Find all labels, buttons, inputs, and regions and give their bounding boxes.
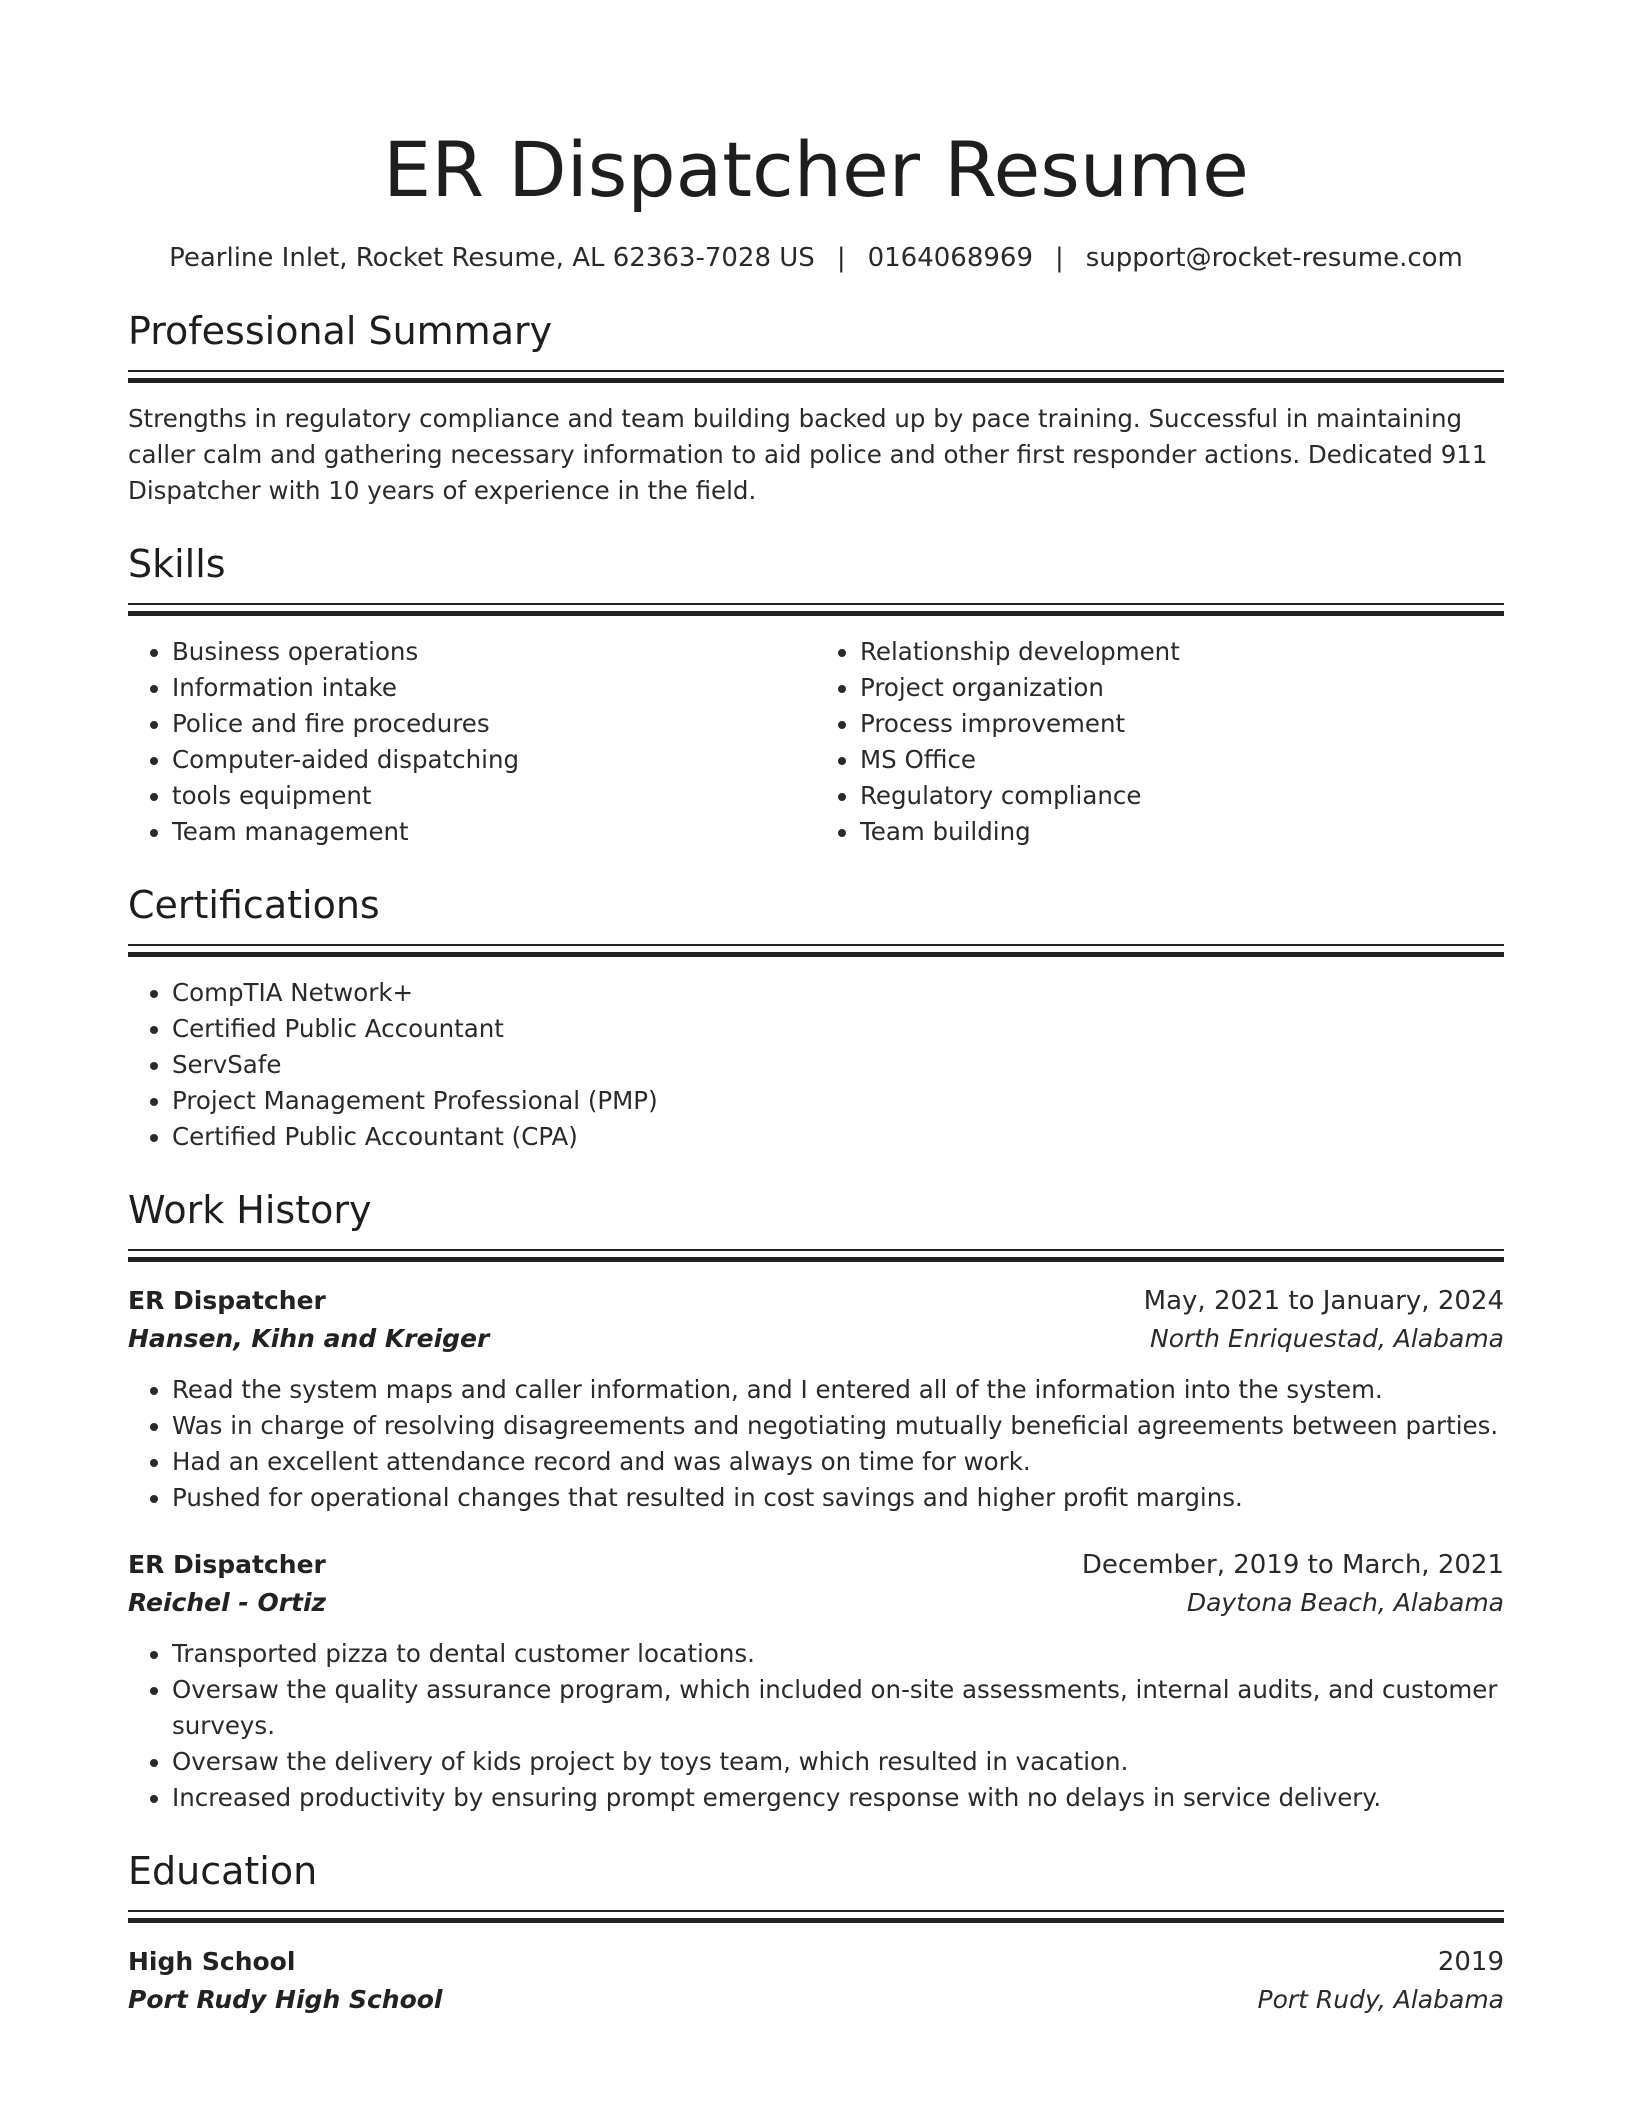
certification-item: • Project Management Professional (PMP) xyxy=(172,1083,1504,1119)
section-divider-thick xyxy=(128,1918,1504,1923)
skill-item: • Team management xyxy=(172,814,816,850)
job-bullet: • Transported pizza to dental customer locations. xyxy=(172,1636,1504,1672)
education-location: Port Rudy, Alabama xyxy=(1257,1985,1504,2014)
skills-list-right xyxy=(816,634,1504,850)
skill-item: • Police and fire procedures xyxy=(172,706,816,742)
skills-list-left xyxy=(128,634,816,850)
certification-item: • ServSafe xyxy=(172,1047,1504,1083)
contact-line xyxy=(128,240,1504,276)
job-location: North Enriquestad, Alabama xyxy=(1150,1324,1504,1353)
job-bullet: • Oversaw the delivery of kids project by toys team, which resulted in vacation. xyxy=(172,1744,1504,1780)
section-divider xyxy=(128,603,1504,605)
job-bullet: • Was in charge of resolving disagreements and negotiating mutually beneficial agreements between parties. xyxy=(172,1408,1504,1444)
skill-item: • Relationship development xyxy=(860,634,1504,670)
education-degree: High School xyxy=(128,1947,296,1976)
education-school: Port Rudy High School xyxy=(128,1985,443,2014)
job-bullets xyxy=(128,1372,1504,1516)
skill-item: • MS Office xyxy=(860,742,1504,778)
section-divider xyxy=(128,944,1504,946)
job-bullet: • Increased productivity by ensuring prompt emergency response with no delays in service delivery. xyxy=(172,1780,1504,1816)
job-entry xyxy=(128,1546,1504,1816)
certification-item: • CompTIA Network+ xyxy=(172,975,1504,1011)
education-entry xyxy=(128,1943,1504,2019)
job-bullet: • Had an excellent attendance record and was always on time for work. xyxy=(172,1444,1504,1480)
job-bullet: • Pushed for operational changes that resulted in cost savings and higher profit margins. xyxy=(172,1480,1504,1516)
skill-item: • Information intake xyxy=(172,670,816,706)
education-year: 2019 xyxy=(1437,1947,1504,1977)
contact-email: support@rocket-resume.com xyxy=(1085,243,1463,273)
contact-separator: | xyxy=(836,243,846,273)
section-divider-thick xyxy=(128,952,1504,957)
education-heading: Education xyxy=(128,1849,318,1893)
job-bullet: • Oversaw the quality assurance program, which included on-site assessments, internal audits, and customer surveys. xyxy=(172,1672,1504,1744)
work-history-heading: Work History xyxy=(128,1188,372,1232)
job-company: Reichel - Ortiz xyxy=(128,1588,327,1617)
job-role: ER Dispatcher xyxy=(128,1550,326,1579)
section-divider xyxy=(128,1910,1504,1912)
contact-address: Pearline Inlet, Rocket Resume, AL 62363-7028 US xyxy=(169,243,815,273)
education-section xyxy=(128,1846,1504,2019)
certification-item: • Certified Public Accountant (CPA) xyxy=(172,1119,1504,1155)
section-divider xyxy=(128,370,1504,372)
skill-item: • Computer-aided dispatching xyxy=(172,742,816,778)
skill-item: • tools equipment xyxy=(172,778,816,814)
skills-section xyxy=(128,539,1504,850)
job-dates: May, 2021 to January, 2024 xyxy=(1143,1286,1504,1316)
certification-item: • Certified Public Accountant xyxy=(172,1011,1504,1047)
skill-item: • Regulatory compliance xyxy=(860,778,1504,814)
contact-separator: | xyxy=(1055,243,1064,273)
resume-title: ER Dispatcher Resume xyxy=(383,125,1249,214)
job-entry xyxy=(128,1282,1504,1516)
summary-text: Strengths in regulatory compliance and team building backed up by pace training. Successful in maintaining caller calm and gathering necessary information to aid police and other first responder actions. Dedicated 911 Dispatcher with 10 years of experience in the field. xyxy=(128,404,1488,505)
certifications-section xyxy=(128,880,1504,1155)
section-divider xyxy=(128,1249,1504,1251)
job-dates: December, 2019 to March, 2021 xyxy=(1081,1550,1504,1580)
certifications-heading: Certifications xyxy=(128,883,380,927)
job-location: Daytona Beach, Alabama xyxy=(1186,1588,1504,1617)
skills-heading: Skills xyxy=(128,542,226,586)
job-role: ER Dispatcher xyxy=(128,1286,326,1315)
contact-phone: 0164068969 xyxy=(867,243,1033,273)
job-bullet: • Read the system maps and caller information, and I entered all of the information into the system. xyxy=(172,1372,1504,1408)
section-divider-thick xyxy=(128,611,1504,616)
skill-item: • Project organization xyxy=(860,670,1504,706)
job-bullets xyxy=(128,1636,1504,1816)
certifications-list xyxy=(128,975,1504,1155)
job-company: Hansen, Kihn and Kreiger xyxy=(128,1324,490,1353)
section-divider-thick xyxy=(128,378,1504,383)
work-history-section xyxy=(128,1185,1504,1816)
summary-section xyxy=(128,306,1504,509)
skill-item: • Process improvement xyxy=(860,706,1504,742)
section-divider-thick xyxy=(128,1257,1504,1262)
summary-heading: Professional Summary xyxy=(128,309,553,353)
skills-columns xyxy=(128,634,1504,850)
skill-item: • Business operations xyxy=(172,634,816,670)
skill-item: • Team building xyxy=(860,814,1504,850)
